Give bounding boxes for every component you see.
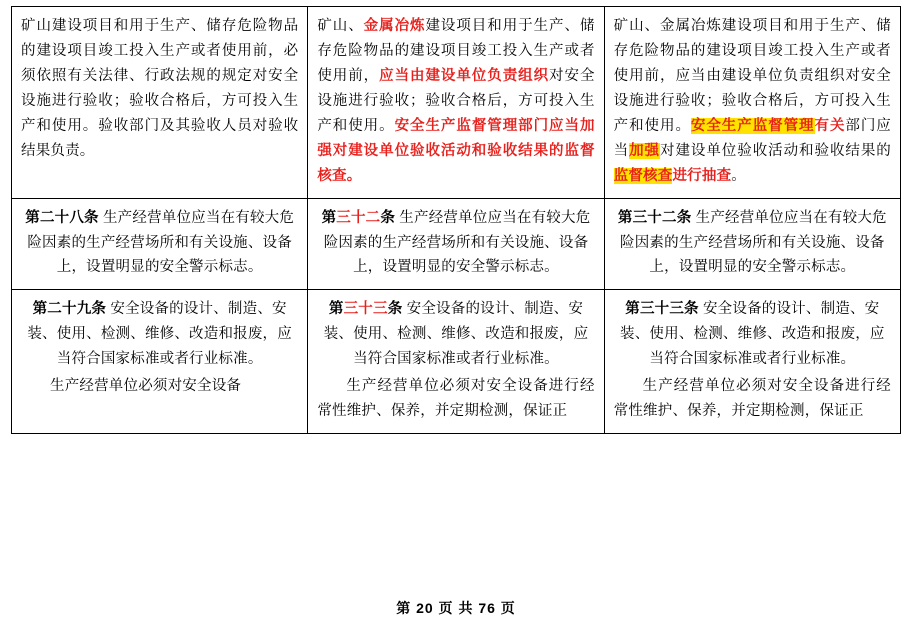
paragraph [614, 14, 891, 189]
article-number: 第二十九条 [32, 301, 107, 318]
cell-content [317, 14, 594, 189]
text-segment: 生产经营单位必须对安全设备进行经常性维护、保养，并定期检测，保证正 [317, 378, 595, 420]
article-number-red: 三十二 [336, 209, 381, 226]
article-number [322, 210, 396, 226]
text-segment: 对安全设施进行验收；验收合格后，方可投入生产和使用。 [317, 67, 595, 134]
text-segment: 生产经营单位必须对安全设备 [50, 378, 242, 395]
text-segment: 建设项目和用于生产、储存危险物品的建设项目竣工投入生产或者使用前， [317, 18, 595, 84]
table-row [12, 198, 901, 290]
article-prefix: 第 [321, 209, 337, 226]
cell-content [317, 206, 594, 281]
article-number [329, 301, 403, 317]
text-segment: 生产经营单位应当在有较大危险因素的生产经营场所和有关设施、设备上，设置明显的安全警示标志。 [27, 209, 295, 276]
article-number: 第二十八条 [25, 209, 99, 226]
text-segment: 安全设备的设计、制造、安装、使用、检测、维修、改造和报废，应当符合国家标准或者行业标准。 [323, 301, 589, 368]
text-segment: 生产经营单位应当在有较大危险因素的生产经营场所和有关设施、设备上，设置明显的安全警示标志。 [323, 209, 591, 276]
paragraph [317, 374, 594, 424]
table-cell-old-article-29 [12, 290, 308, 434]
table-cell-revised-article-27 [308, 7, 604, 199]
text-segment-red: 有关 [814, 117, 846, 134]
text-segment: 对建设单位验收活动和验收结果的 [660, 142, 892, 159]
document-page [0, 6, 912, 628]
text-segment: 安全设备的设计、制造、安装、使用、检测、维修、改造和报废，应当符合国家标准或者行业标准。 [620, 301, 885, 368]
article-number-red: 三十三 [343, 301, 388, 318]
table-cell-revised-article-29 [308, 290, 604, 434]
comparison-table [11, 6, 901, 434]
text-segment: 部门应当 [613, 117, 892, 159]
cell-content [21, 206, 298, 281]
cell-content [21, 297, 298, 399]
text-segment: 安全设备的设计、制造、安装、使用、检测、维修、改造和报废，应当符合国家标准或者行业标准。 [27, 301, 292, 368]
table-row [12, 7, 901, 199]
paragraph [21, 206, 298, 281]
text-segment: 矿山、金属冶炼建设项目和用于生产、储存危险物品的建设项目竣工投入生产或者使用前，应当由建设单位负责组织对安全设施进行验收；验收合格后，方可投入生产和使用。 [613, 18, 891, 134]
article-suffix: 条 [387, 301, 403, 318]
article-prefix: 第 [328, 301, 344, 318]
table-cell-old-article-27 [12, 7, 308, 199]
text-segment-red: 应当由建设单位负责组织 [379, 67, 550, 84]
table-row [12, 290, 901, 434]
cell-content [614, 297, 891, 424]
text-segment-red: 金属冶炼 [363, 18, 426, 34]
text-segment: 生产经营单位必须对安全设备进行经常性维护、保养，并定期检测，保证正 [613, 378, 891, 420]
article-number: 第三十二条 [617, 209, 692, 226]
text-segment-red: 安全生产监督管理部门应当加强对建设单位验收活动和验收结果的监督核查。 [317, 117, 595, 184]
table-body [12, 7, 901, 434]
paragraph [21, 374, 298, 399]
text-segment: 生产经营单位应当在有较大危险因素的生产经营场所和有关设施、设备上，设置明显的安全警示标志。 [620, 209, 887, 276]
paragraph [21, 14, 298, 164]
table-cell-final-article-28 [604, 198, 900, 290]
table-cell-final-article-29 [604, 290, 900, 434]
article-number: 第三十三条 [625, 301, 699, 318]
paragraph [317, 14, 594, 189]
text-segment: 矿山、 [317, 18, 364, 34]
text-segment: 。 [731, 167, 746, 184]
paragraph [614, 297, 891, 372]
text-segment-red: 进行抽查 [672, 167, 732, 184]
table-cell-revised-article-28 [308, 198, 604, 290]
text-segment: 矿山建设项目和用于生产、储存危险物品的建设项目竣工投入生产或者使用前，必须依照有关法律、行政法规的规定对安全设施进行验收；验收合格后，方可投入生产和使用。验收部门及其验收人员对验收结果负责。 [21, 18, 299, 159]
cell-content [614, 206, 891, 281]
cell-content [21, 14, 298, 164]
paragraph [614, 206, 891, 281]
cell-content [614, 14, 891, 189]
text-segment-highlight-red: 加强 [629, 142, 661, 159]
text-segment-highlight-red: 安全生产监督管理 [690, 117, 815, 134]
table-cell-final-article-27 [604, 7, 900, 199]
cell-content [317, 297, 594, 424]
text-segment-highlight-red: 监督核查 [613, 167, 673, 184]
paragraph [614, 374, 891, 424]
article-suffix: 条 [380, 209, 396, 226]
paragraph [317, 297, 594, 372]
paragraph [317, 206, 594, 281]
paragraph [21, 297, 298, 372]
page-footer: 第 20 页 共 76 页 [396, 600, 516, 616]
table-cell-old-article-28 [12, 198, 308, 290]
